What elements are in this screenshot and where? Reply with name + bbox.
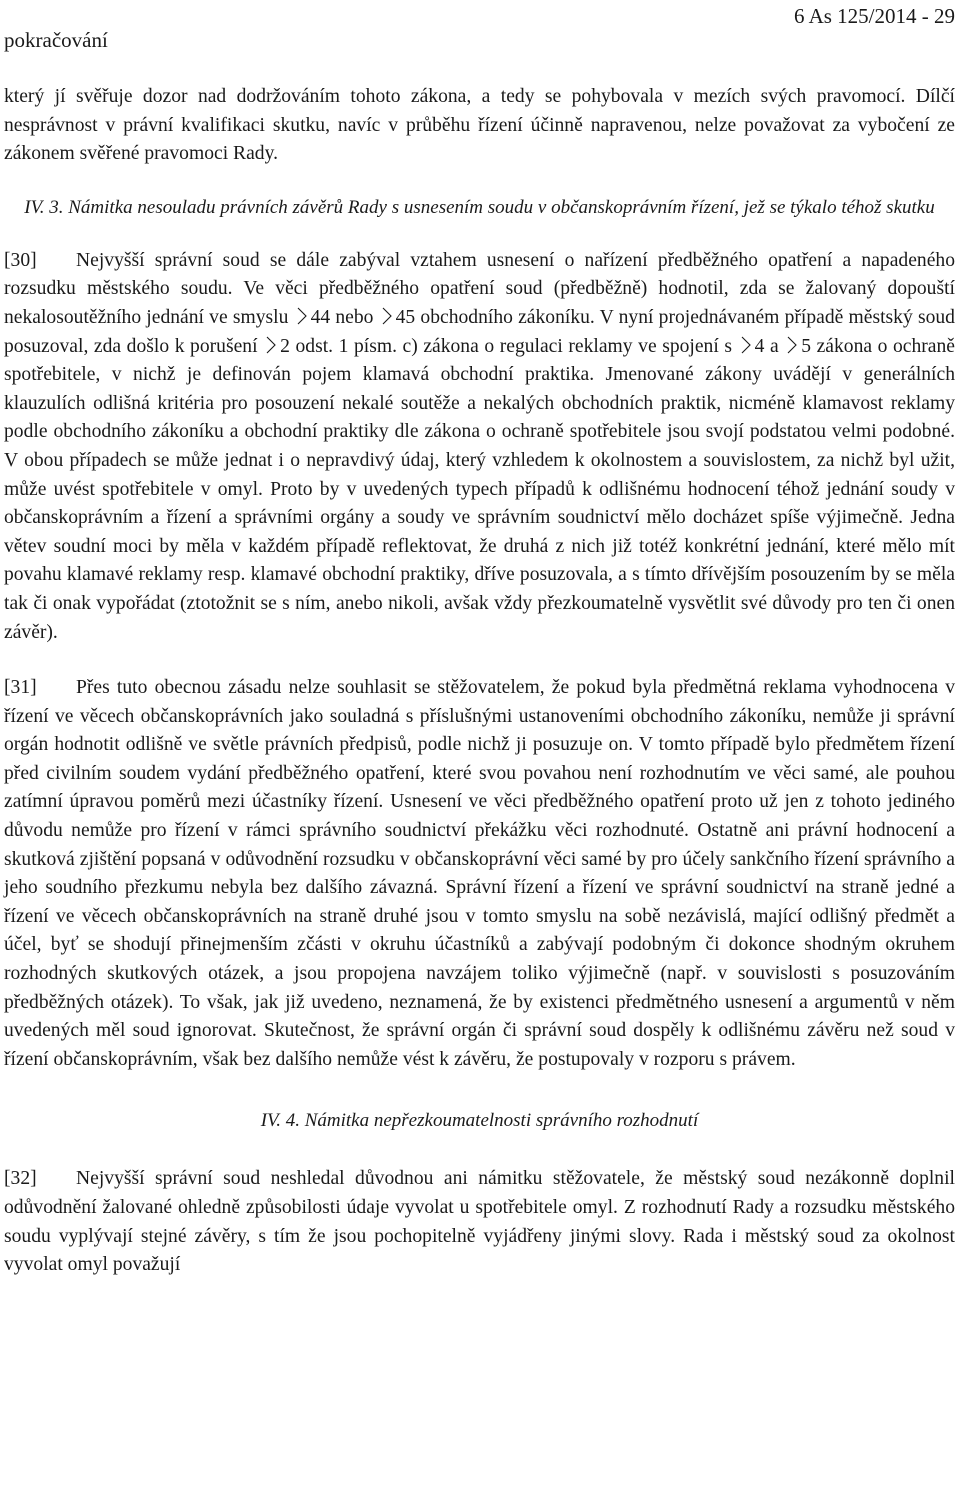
paragraph-number: [30] <box>4 249 37 271</box>
paragraph-30-text-5: 4 a <box>754 335 779 357</box>
paragraph-30-text-3: 45 obchodního zákoníku. V nyní projednávaném případě městský soud posuzoval, zda došlo k porušení <box>4 306 955 357</box>
paragraph-31-text: Přes tuto obecnou zásadu nelze souhlasit se stěžovatelem, že pokud byla předmětná reklama vyhodnocena v řízení ve věcech občanskoprávních jako souladná s příslušnými ustanoveními obchodního zákoníku, nemůže ji správní orgán hodnotit odlišně ve světle právních předpisů, podle nichž ji posuzuje on. V tomto případě bylo předmětem řízení před civilním soudem vydání předběžného opatření, které svou povahou není rozhodnutím ve věci samé, ale pouhou zatímní úpravou poměrů mezi účastníky řízení. Usnesení ve věci předběžného opatření proto už jen z tohoto jediného důvodu nemůže pro řízení v rámci správního soudnictví překážku věci rozhodnuté. Ostatně ani právní hodnocení a skutková zjištění popsaná v odůvodnění rozsudku v občanskoprávní věci samé by pro účely sankčního řízení správního a jeho soudního přezkumu nebyla bez dalšího závazná. Správní řízení a řízení ve správní soudnictví na straně jedné a řízení ve věcech občanskoprávních na straně druhé jsou v tomto smyslu na sobě nezávislá, mající odlišný předmět a účel, byť se shodují přinejmenším zčásti v okruhu účastníků a zabývají podobným či dokonce shodným okruhem rozhodných skutkových otázek, a jsou propojena navzájem toliko výjimečně (např. v souvislosti s posuzováním předběžných otázek). To však, jak již uvedeno, neznamená, že by existenci předmětného usnesení a argumentů v něm uvedených měl soud ignorovat. Skutečnost, že správní orgán či správní soud dospěly k odlišnému závěru než soud v řízení občanskoprávním, však bez dalšího nemůže vést k závěru, že postupovaly v rozporu s právem. <box>4 677 955 1070</box>
paragraph-32 <box>4 1165 955 1279</box>
section-sign-icon <box>787 334 797 356</box>
intro-paragraph: který jí svěřuje dozor nad dodržováním tohoto zákona, a tedy se pohybovala v mezích svých pravomocí. Dílčí nesprávnost v právní kvalifikaci skutku, navíc v průběhu řízení účinně napravenou, nelze považovat za vybočení ze zákonem svěřené pravomoci Rady. <box>4 86 955 165</box>
header-case-number: 6 As 125/2014 - 29 <box>793 4 955 28</box>
paragraph-30 <box>4 247 955 647</box>
section-sign-icon <box>741 334 751 356</box>
paragraph-number: [32] <box>4 1168 37 1190</box>
document-page <box>4 0 955 1280</box>
section-heading-iv-3: IV. 3. Námitka nesouladu právních závěrů Rady s usnesením soudu v občanskoprávním řízení, jež se týkalo téhož skutku <box>24 196 935 218</box>
paragraph-31 <box>4 674 955 1074</box>
page-header <box>4 0 955 60</box>
section-sign-icon <box>382 305 392 327</box>
paragraph-30-text-6: 5 zákona o ochraně spotřebitele, v nichž je definován pojem klamavá obchodní praktika. Jmenované zákony uvádějí v generálních klauzulích odlišná kritéria pro posouzení nekalé soutěže a nekalých obchodních praktik, nicméně klamavost reklamy podle obchodního zákoníku a obchodní praktiky dle zákona o ochraně spotřebitele jsou svojí podstatou velmi podobné. V obou případech se může jednat i o nepravdivý údaj, který vzhledem k okolnostem a souvislostem, za nichž byl užit, může uvést spotřebitele v omyl. Proto by v uvedených typech případů k odlišnému hodnocení téhož jednání soudy v občanskoprávním a řízení a správními orgány a soudy ve správním soudnictví mělo docházet spíše výjimečně. Jedna větev soudní moci by měla v každém případě reflektovat, že druhá z nich již totéž konkrétní jednání, které mělo mít povahu klamavé reklamy resp. klamavé obchodní praktiky, dříve posuzovala, a s tímto dřívějším posouzením by se měla tak či onak vypořádat (ztotožnit se s ním, anebo nikoli, avšak vždy přezkoumatelně vysvětlit své důvody pro ten či onen závěr). <box>4 335 955 643</box>
section-sign-icon <box>297 305 307 327</box>
header-continuation-label: pokračování <box>4 28 108 52</box>
section-sign-icon <box>266 334 276 356</box>
paragraph-number: [31] <box>4 677 37 699</box>
section-heading-iv-4: IV. 4. Námitka nepřezkoumatelnosti správního rozhodnutí <box>260 1110 699 1132</box>
paragraph-30-text-1: Nejvyšší správní soud se dále zabýval vztahem usnesení o nařízení předběžného opatření a napadeného rozsudku městského soudu. Ve věci předběžného opatření soud (předběžně) hodnotil, zda se žalovaný dopouští nekalosoutěžního jednání ve smyslu <box>4 249 955 328</box>
paragraph-32-text: Nejvyšší správní soud neshledal důvodnou ani námitku stěžovatele, že městský soud nezákonně doplnil odůvodnění žalované ohledně způsobilosti údaje vyvolat u spotřebitele omyl. Z rozhodnutí Rady a rozsudku městského soudu vyplývají stejné závěry, s tím že jsou pochopitelně vyjádřeny jinými slovy. Rada i městský soud za okolnost vyvolat omyl považují <box>4 1168 955 1276</box>
paragraph-30-text-4: 2 odst. 1 písm. c) zákona o regulaci reklamy ve spojení s <box>280 335 732 357</box>
paragraph-30-text-2: 44 nebo <box>310 306 374 328</box>
